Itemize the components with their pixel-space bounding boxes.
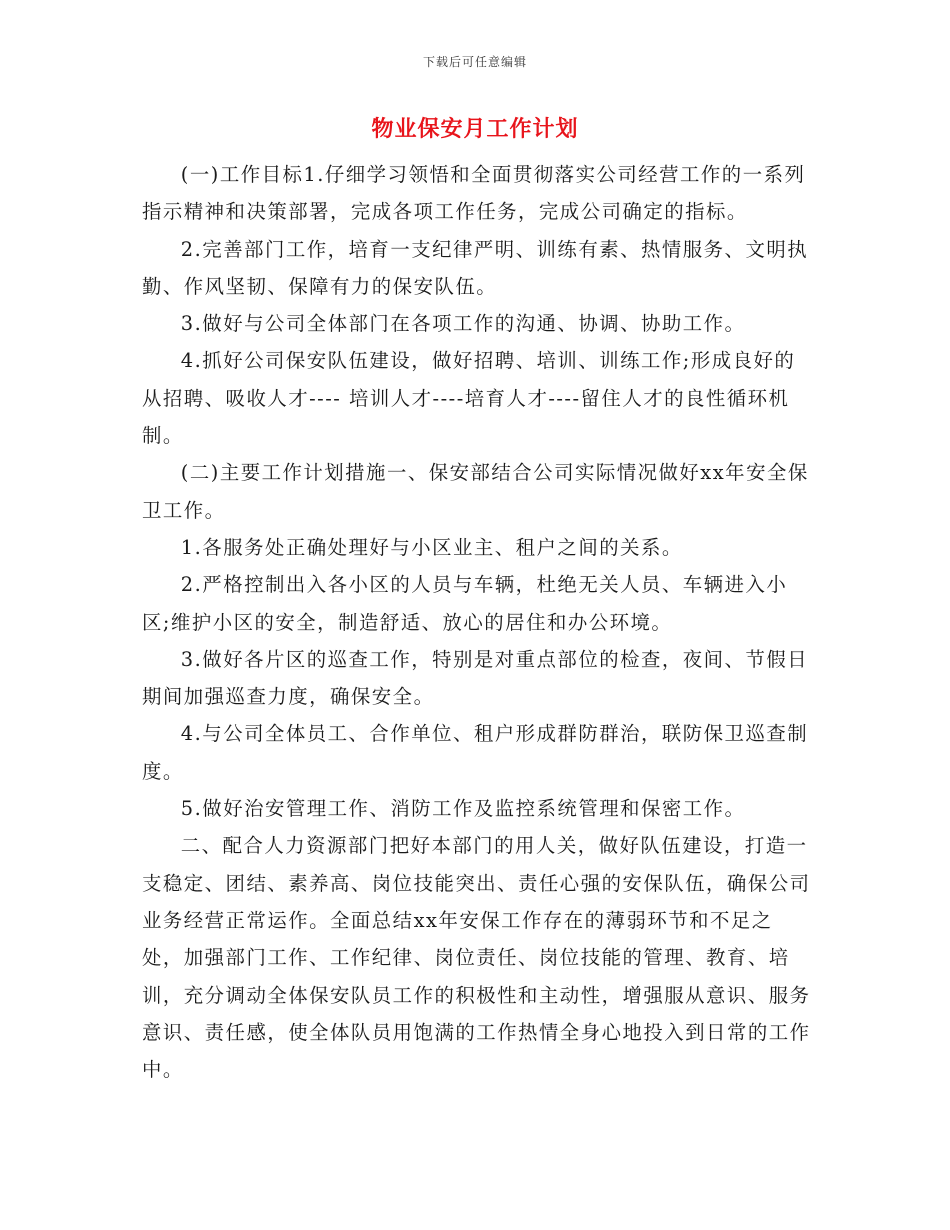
paragraph-measure-5: 5.做好治安管理工作、消防工作及监控系统管理和保密工作。 (180, 797, 746, 821)
paragraph-measure-4: 4.与公司全体员工、合作单位、租户形成群防群治，联防保卫巡查制度。 (142, 722, 809, 783)
paragraph-goal-2: 2.完善部门工作，培育一支纪律严明、训练有素、热情服务、文明执勤、作风坚韧、保障有力的保安队伍。 (142, 237, 809, 298)
paragraph-measure-2: 2.严格控制出入各小区的人员与车辆，杜绝无关人员、车辆进入小区;维护小区的安全，制造舒适、放心的居住和办公环境。 (142, 573, 788, 634)
paragraph-goal-3: 3.做好与公司全体部门在各项工作的沟通、协调、协助工作。 (180, 312, 746, 336)
paragraph-measure-1: 1.各服务处正确处理好与小区业主、租户之间的关系。 (180, 535, 683, 559)
paragraph-measures-intro: (二)主要工作计划措施一、保安部结合公司实际情况做好xx年安全保卫工作。 (142, 461, 809, 522)
document-body (142, 156, 812, 1088)
header-note: 下载后可任意编辑 (422, 55, 527, 69)
paragraph-goal-1: (一)工作目标1.仔细学习领悟和全面贯彻落实公司经营工作的一系列指示精神和决策部署，完成各项工作任务，完成公司确定的指标。 (142, 163, 806, 224)
document-title: 物业保安月工作计划 (371, 117, 579, 142)
paragraph-measure-3: 3.做好各片区的巡查工作，特别是对重点部位的检查，夜间、节假日期间加强巡查力度，确保安全。 (142, 647, 809, 709)
paragraph-hr-cooperation: 二、配合人力资源部门把好本部门的用人关，做好队伍建设，打造一支稳定、团结、素养高、岗位技能突出、责任心强的安保队伍，确保公司业务经营正常运作。全面总结xx年安保工作存在的薄弱环节和不足之处，加强部门工作、工作纪律、岗位责任、岗位技能的管理、教育、培训，充分调动全体保安队员工作的积极性和主动性，增强服从意识、服务意识、责任感，使全体队员用饱满的工作热情全身心地投入到日常的工作中。 (142, 834, 811, 1082)
paragraph-goal-4: 4.抓好公司保安队伍建设，做好招聘、培训、训练工作;形成良好的从招聘、吸收人才---- 培训人才----培育人才----留住人才的良性循环机制。 (142, 349, 796, 448)
